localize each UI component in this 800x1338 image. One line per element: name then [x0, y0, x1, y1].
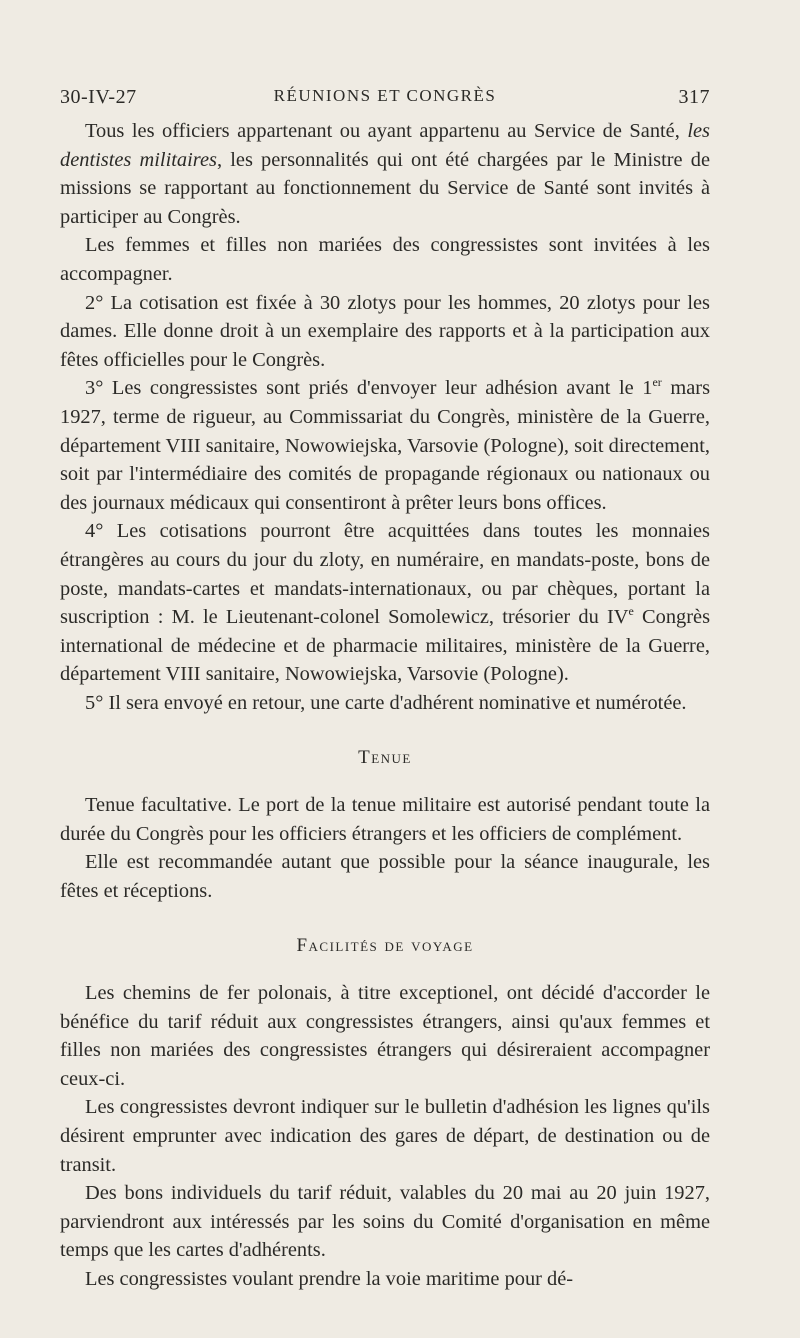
superscript: e — [628, 604, 634, 619]
paragraph: Les congressistes voulant prendre la voie maritime pour dé- — [85, 1267, 574, 1290]
page-number: 317 — [678, 86, 710, 108]
paragraph: Tenue facultative. Le port de la tenue militaire est autorisé pendant toute la durée du Congrès pour les officiers étrangers et les officiers de complément. — [60, 794, 710, 845]
paragraph: Elle est recommandée autant que possible pour la séance inaugurale, les fêtes et réceptions. — [60, 851, 710, 902]
paragraph: 3° Les congressistes sont priés d'envoyer leur adhésion avant le 1er mars 1927, terme de rigueur, au Commissariat du Congrès, ministère de la Guerre, département VIII sanitaire, Nowowiejska, Varsovie (Pologne), soit directement, soit par l'intermédiaire des comités de propagande régionaux ou nationaux ou des journaux médicaux qui consentiront à prêter leurs bons offices. — [60, 375, 710, 514]
paragraph: Des bons individuels du tarif réduit, valables du 20 mai au 20 juin 1927, parviendront aux intéressés par les soins du Comité d'organisation en même temps que les cartes d'adhérents. — [60, 1182, 710, 1262]
section-heading-tenue: Tenue — [358, 747, 412, 769]
italic-phrase: les dentistes militaires — [60, 120, 710, 171]
paragraph: Les congressistes devront indiquer sur le bulletin d'adhésion les lignes qu'ils désirent emprunter avec indication des gares de départ, de destination ou de transit. — [60, 1096, 710, 1176]
header-title: RÉUNIONS ET CONGRÈS — [273, 86, 497, 105]
paragraph: 5° Il sera envoyé en retour, une carte d'adhérent nominative et numérotée. — [85, 691, 687, 714]
paragraph: Tous les officiers appartenant ou ayant appartenu au Service de Santé, les dentistes militaires, les personnalités qui ont été chargées par le Ministre de missions se rapportant au fonctionnement du Service de Santé sont invités à participer au Congrès. — [60, 120, 710, 228]
section-heading-voyage: Facilités de voyage — [296, 935, 474, 957]
superscript: er — [652, 375, 662, 390]
body-text — [60, 117, 710, 1294]
paragraph: 4° Les cotisations pourront être acquittées dans toutes les monnaies étrangères au cours du jour du zloty, en numéraire, en mandats-poste, bons de poste, mandats-cartes et mandats-internationaux, ou par chèques, portant la suscription : M. le Lieutenant-colonel Somolewicz, trésorier du IVe Congrès international de médecine et de pharmacie militaires, ministère de la Guerre, département VIII sanitaire, Nowowiejska, Varsovie (Pologne). — [60, 520, 710, 686]
paragraph: 2° La cotisation est fixée à 30 zlotys pour les hommes, 20 zlotys pour les dames. Elle donne droit à un exemplaire des rapports et à la participation aux fêtes officielles pour le Congrès. — [60, 291, 710, 371]
paragraph: Les chemins de fer polonais, à titre exceptionel, ont décidé d'accorder le bénéfice du tarif réduit aux congressistes étrangers, ainsi qu'aux femmes et filles non mariées des congressistes étrangers qui désireraient accompagner ceux-ci. — [60, 982, 710, 1090]
header-date: 30-IV-27 — [60, 86, 137, 108]
paragraph: Les femmes et filles non mariées des congressistes sont invitées à les accompagner. — [60, 234, 710, 285]
